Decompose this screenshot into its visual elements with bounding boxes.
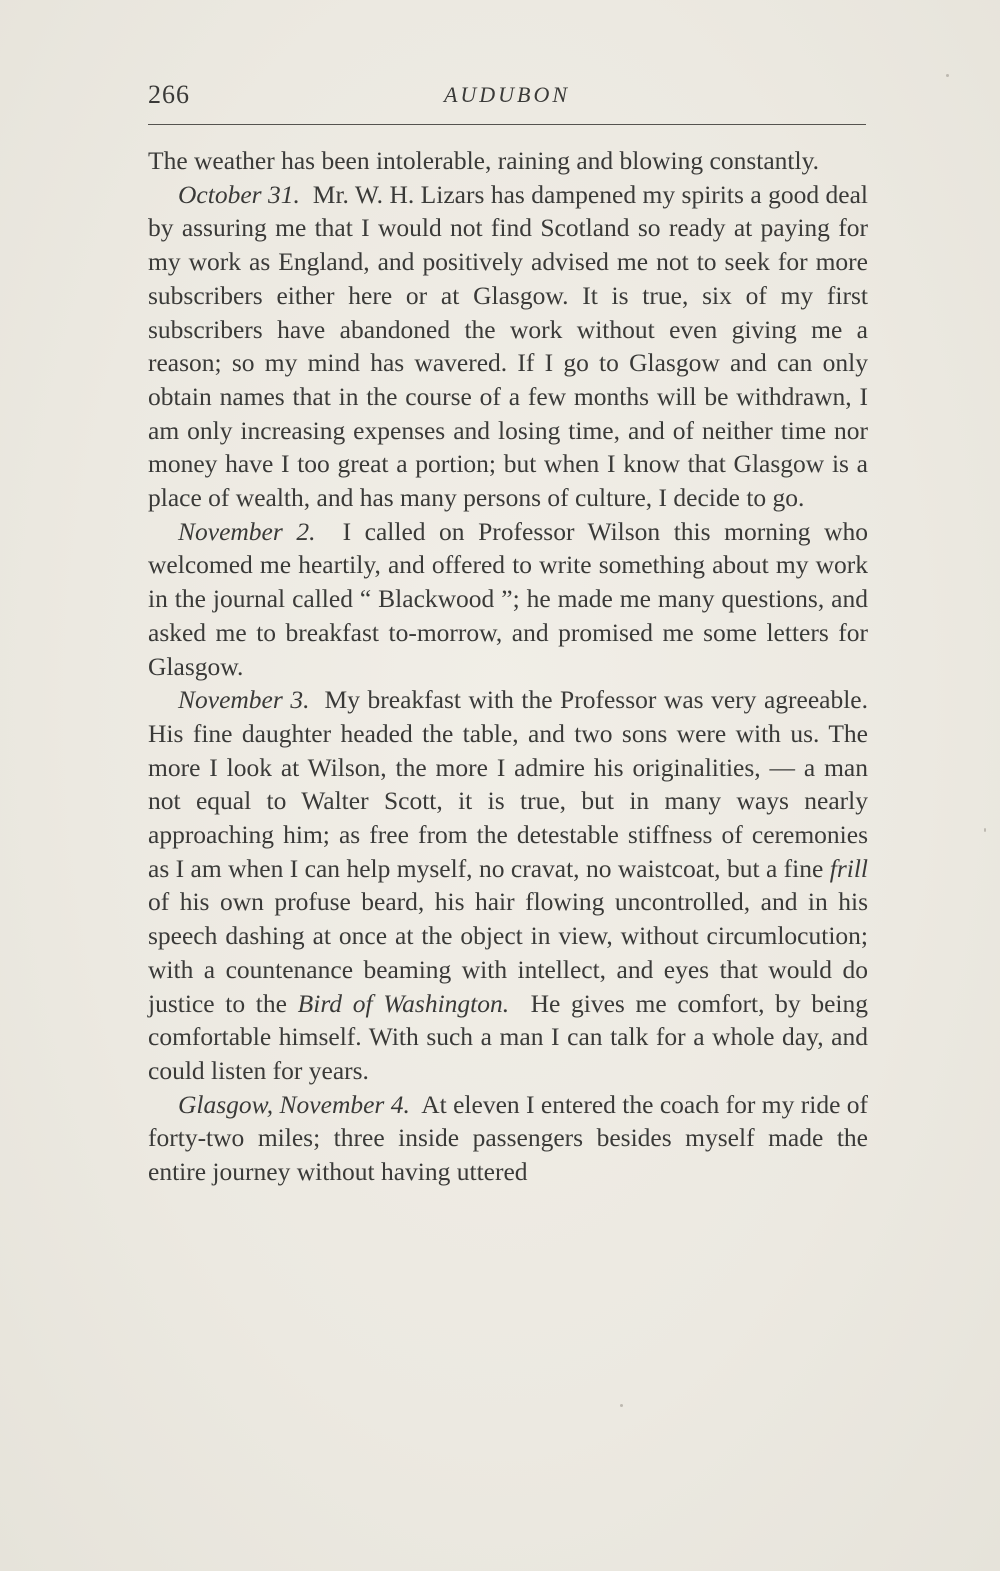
entry-date: October 31. (178, 179, 300, 209)
paragraph (148, 178, 868, 515)
entry-date: November 3. (178, 685, 310, 715)
entry-date: Glasgow, November 4. (178, 1089, 410, 1119)
page-body (148, 144, 868, 1189)
paragraph-text: At eleven I entered the coach for my ride of forty-two miles; three inside passengers besides myself made the entire journey without having uttered (148, 1089, 869, 1187)
paragraph-text: My breakfast with the Professor was very agreeable. His fine daughter headed the table, and two sons were with us. The more I look at Wilson, the more I admire his originalities, — a man not equal to Walter Scott, it is true, but in many ways nearly approaching him; as free from the detestable stiffness of ceremonies as I am when I can help myself, no cravat, no waistcoat, but a fine (148, 685, 868, 883)
paper-speck (946, 74, 949, 77)
paragraph-text: Mr. W. H. Lizars has dampened my spirits a good deal by assuring me that I would not find Scotland so ready at paying for my work as England, and positively advised me not to seek for more subscribers either here or at Glasgow. It is true, six of my first subscribers have abandoned the work without even giving me a reason; so my mind has wavered. If I go to Glasgow and can only obtain names that in the course of a few months will be withdrawn, I am only increasing expenses and losing time, and of neither time nor money have I too great a portion; but when I know that Glasgow is a place of wealth, and has many persons of culture, I decide to go. (148, 179, 869, 513)
paragraph (148, 683, 868, 1087)
italic-word: frill (829, 853, 869, 883)
paper-speck (984, 828, 986, 832)
entry-date: November 2. (178, 516, 316, 546)
header-rule (148, 124, 866, 125)
page-header (148, 80, 866, 114)
paragraph-text: of his own profuse beard, his hair flowing uncontrolled, and in his speech dashing at once at the object in view, without circumlocution; with a countenance beaming with intellect, and eyes that would do justice to the (148, 887, 868, 1018)
paragraph-text: He gives me comfort, by being comfortable himself. With such a man I can talk for a whole day, and could listen for years. (148, 988, 869, 1085)
paragraph-text: The weather has been intolerable, raining and blowing constantly. (148, 146, 820, 175)
paragraph (148, 515, 868, 684)
running-head: AUDUBON (443, 82, 571, 107)
page-number: 266 (148, 80, 190, 109)
paragraph (148, 1088, 868, 1189)
paper-speck (620, 1404, 623, 1407)
italic-title: Bird of Washington. (297, 988, 510, 1018)
paragraph-text: I called on Professor Wilson this morning who welcomed me heartily, and offered to write something about my work in the journal called “ Blackwood ”; he made me many questions, and asked me to breakfast to-morrow, and promised me some letters for Glasgow. (148, 516, 868, 681)
paragraph (148, 144, 868, 178)
